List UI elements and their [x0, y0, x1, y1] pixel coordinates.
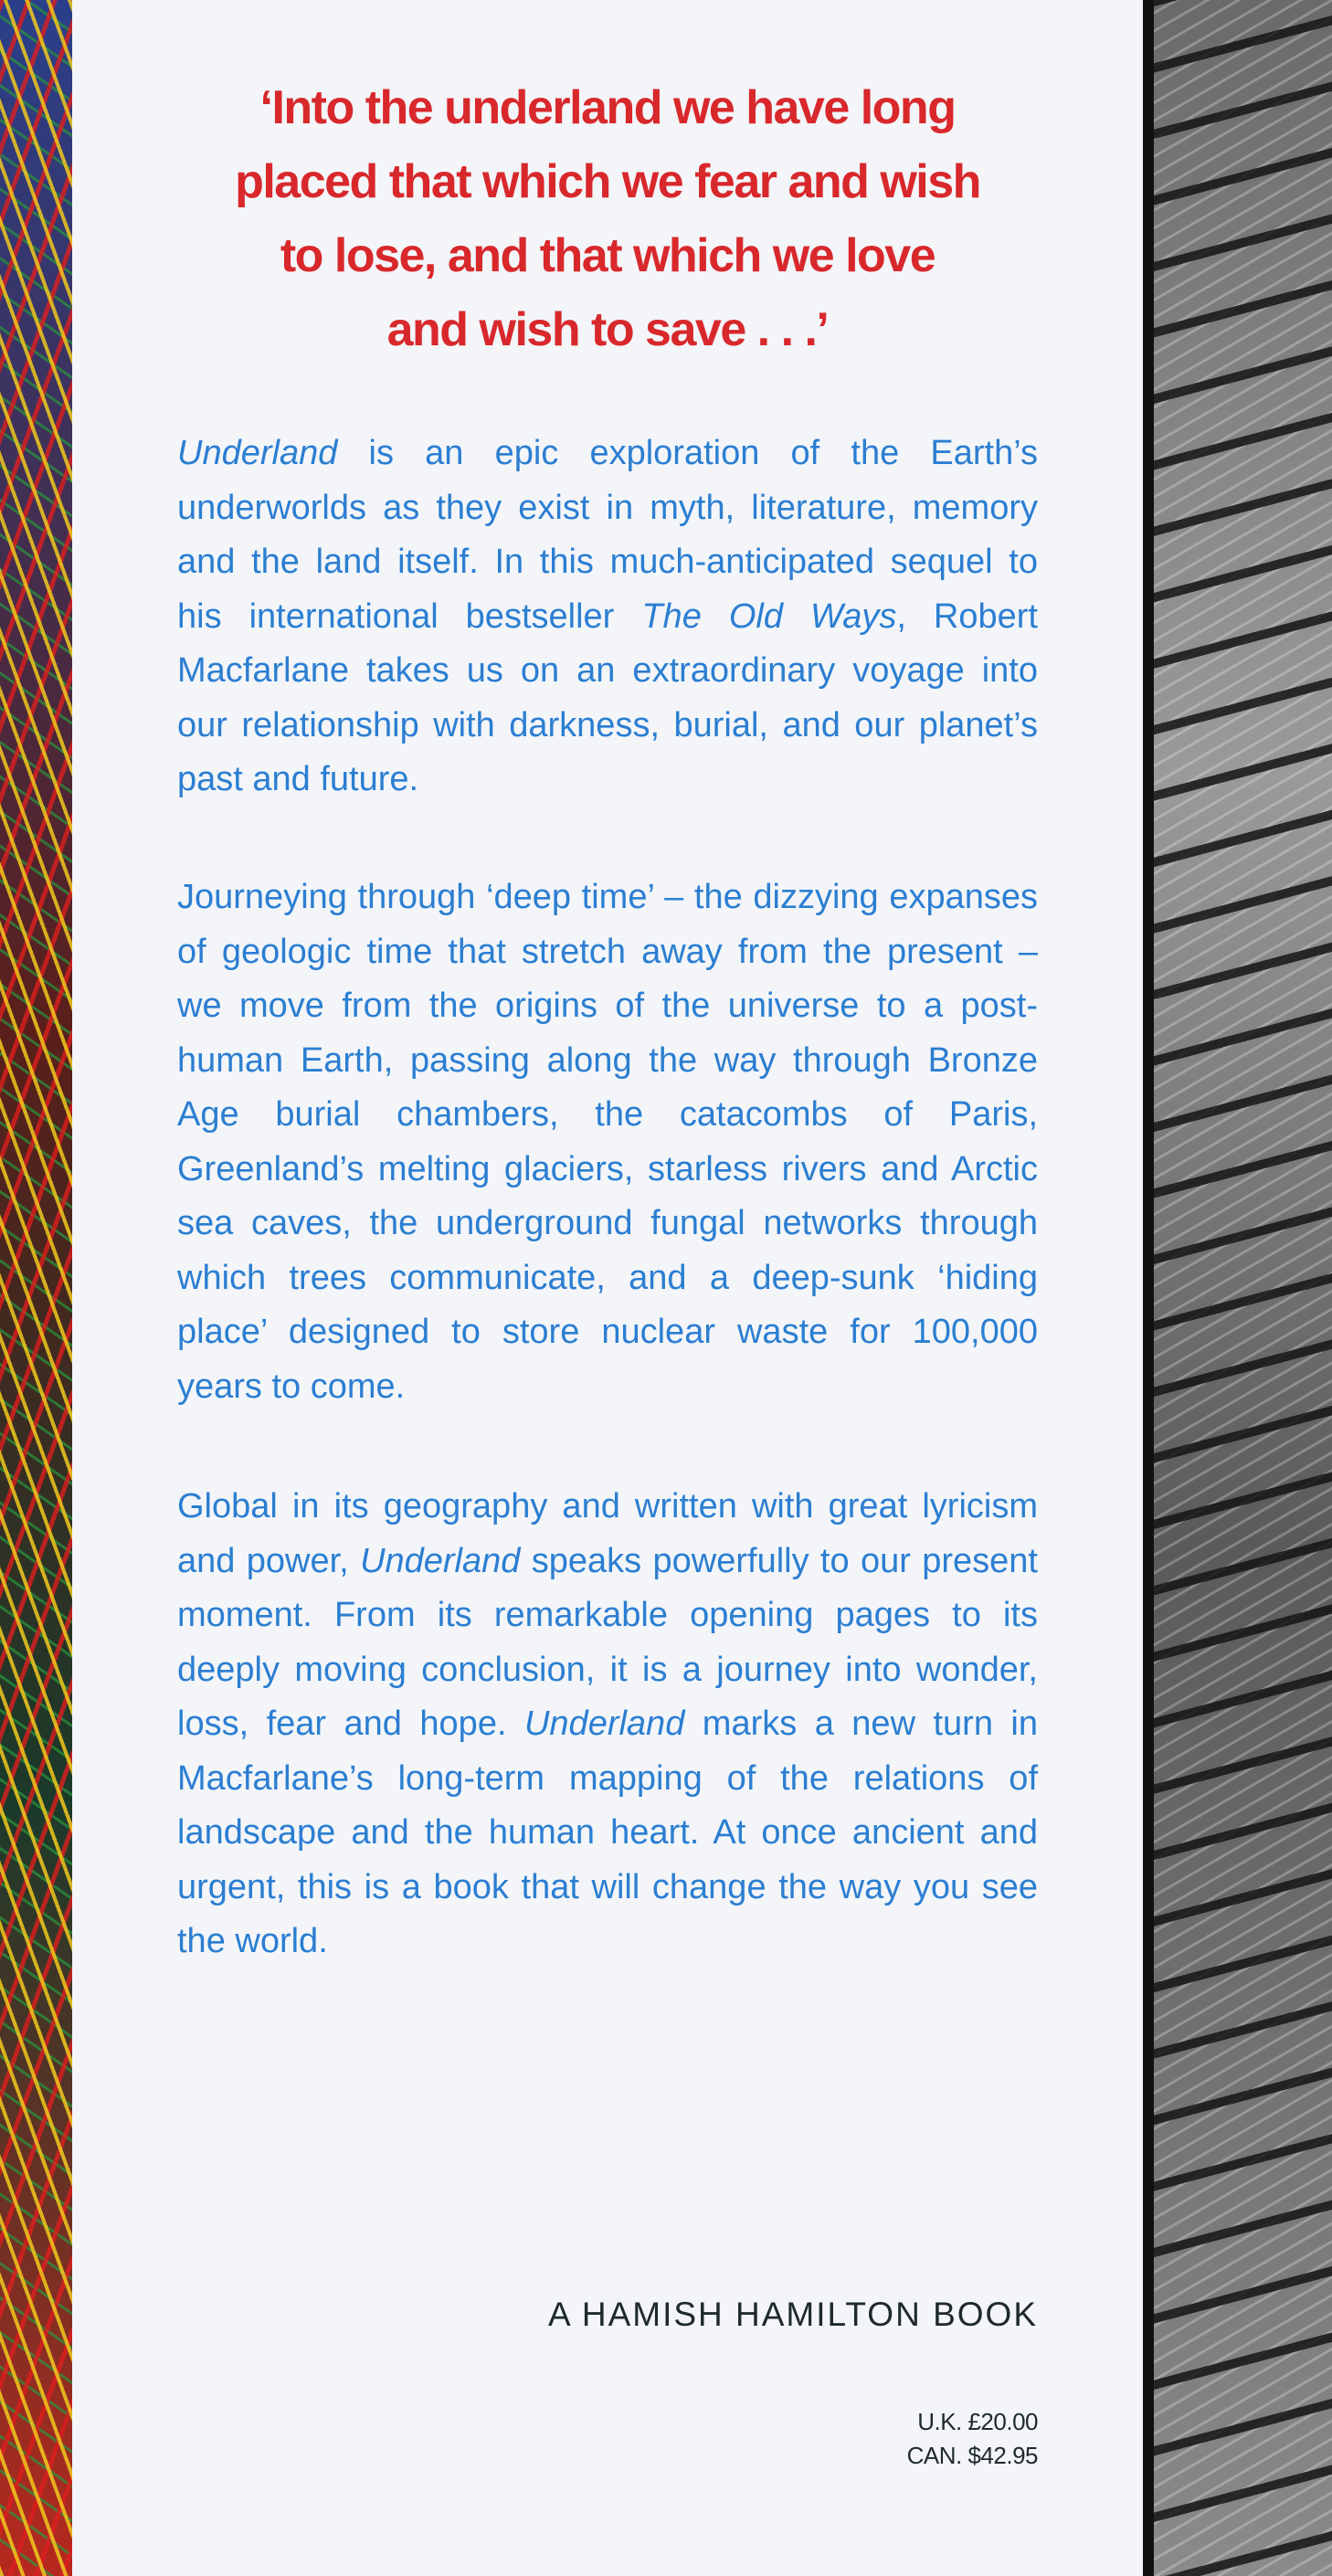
pull-quote [72, 71, 1143, 367]
text: is an epic exploration of the Earth’s underworlds as they exist in myth, literature, memory and the land itself. In this much-anticipated sequel to his international bestseller [177, 434, 1038, 636]
price-uk: U.K. £20.00 [917, 2408, 1038, 2435]
book-title: The Old Ways [641, 596, 897, 636]
quote-line: placed that which we fear and wish [235, 155, 980, 208]
blurb-paragraph-2 [177, 871, 1038, 1414]
text: Journeying through ‘deep time’ – the dizzying expanses of geologic time that stretch away from the present – we move from the origins of the universe to a post-human Earth, passing along the way through Bronze Age burial chambers, the catacombs of Paris, Greenland’s melting glaciers, starless rivers and Arctic sea caves, the underground fungal networks through which trees communicate, and a deep-sunk ‘hiding place’ designed to store nuclear waste for 100,000 years to come. [177, 878, 1038, 1406]
text: , Robert Macfarlane takes us on an extraordinary voyage into our relationship with darkness, burial, and our planet’s past and future. [177, 596, 1038, 798]
book-title: Underland [177, 434, 338, 472]
price-canada: CAN. $42.95 [906, 2442, 1038, 2469]
quote-line: to lose, and that which we love [280, 229, 936, 282]
text: Global in its geography and written with great lyricism and power, [177, 1487, 1038, 1580]
front-cover-artwork-edge [0, 0, 72, 2576]
book-title: Underland [360, 1541, 521, 1580]
publisher-imprint: A HAMISH HAMILTON BOOK [547, 2296, 1038, 2333]
rock-photo-edge [1143, 0, 1332, 2576]
quote-line: ‘Into the underland we have long [259, 81, 956, 134]
book-title: Underland [523, 1705, 685, 1743]
text: speaks powerfully to our present moment. From its remarkable opening pages to its deeply moving conclusion, it is a journey into wonder, loss, fear and hope. [177, 1541, 1038, 1743]
blurb-paragraph-1 [177, 427, 1038, 808]
blurb-paragraph-3 [177, 1480, 1038, 1969]
text: marks a new turn in Macfarlane’s long-term mapping of the relations of landscape and the human heart. At once ancient and urgent, this is a book that will change the way you see the world. [177, 1705, 1038, 1960]
quote-line: and wish to save . . .’ [386, 303, 829, 356]
